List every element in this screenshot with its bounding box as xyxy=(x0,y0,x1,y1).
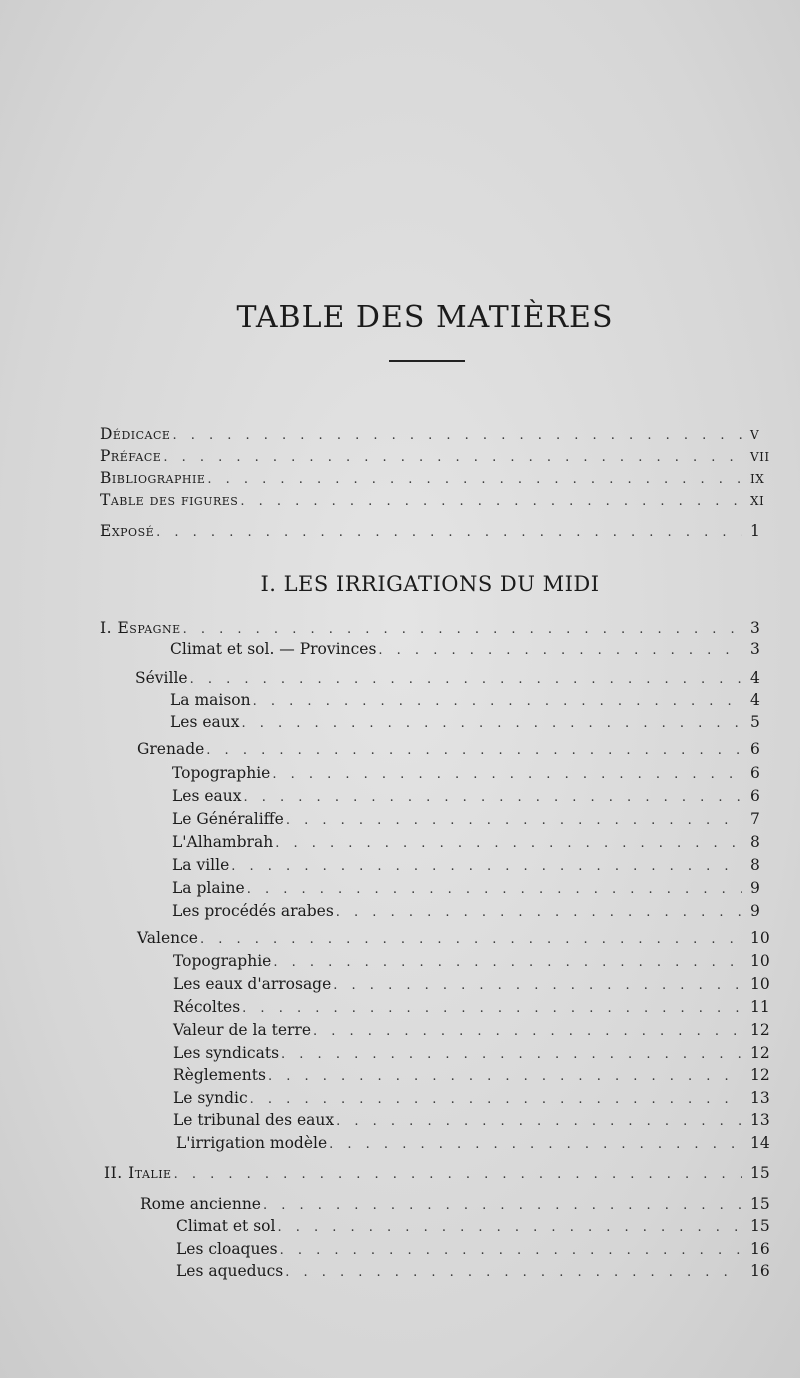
toc-entry-page: 12 xyxy=(750,1066,770,1084)
toc-entry-page: IX xyxy=(750,472,765,486)
dot-leader xyxy=(156,522,742,544)
toc-entry-page: 15 xyxy=(750,1217,770,1235)
dot-leader xyxy=(286,810,742,832)
toc-entry xyxy=(0,1042,800,1064)
toc-entry xyxy=(0,738,800,760)
toc-entry-dedicace xyxy=(0,423,800,445)
toc-entry-label: Bibliographie xyxy=(100,469,206,487)
toc-entry-page: V xyxy=(750,428,760,442)
toc-entry-label: Climat et sol. — Provinces xyxy=(170,640,377,658)
toc-entry-page: 12 xyxy=(750,1021,770,1039)
toc-entry-label: Récoltes xyxy=(173,998,241,1016)
toc-entry xyxy=(0,877,800,899)
toc-entry xyxy=(0,927,800,949)
toc-entry-label: Les procédés arabes xyxy=(172,902,334,920)
toc-entry xyxy=(0,1132,800,1154)
toc-entry-label: Les aqueducs xyxy=(176,1262,284,1280)
toc-entry-page: 8 xyxy=(750,833,760,851)
dot-leader xyxy=(336,902,742,924)
toc-entry-page: 13 xyxy=(750,1111,770,1129)
dot-leader xyxy=(285,1262,742,1284)
toc-entry-page: 9 xyxy=(750,902,760,920)
toc-entry xyxy=(0,785,800,807)
toc-entry-label: L'Alhambrah xyxy=(172,833,274,851)
toc-entry xyxy=(0,808,800,830)
toc-entry-page: 4 xyxy=(750,669,760,687)
title-rule xyxy=(389,360,465,362)
toc-entry xyxy=(0,689,800,711)
toc-entry-label: Les cloaques xyxy=(176,1240,278,1258)
toc-entry-page: 10 xyxy=(750,929,770,947)
toc-entry-label: I. Espagne xyxy=(100,619,181,637)
dot-leader xyxy=(231,856,742,878)
page-title: TABLE DES MATIÈRES xyxy=(236,300,614,336)
toc-entry-label: Exposé xyxy=(100,522,155,540)
toc-entry-page: 16 xyxy=(750,1240,770,1258)
dot-leader xyxy=(268,1066,742,1088)
toc-entry xyxy=(0,1087,800,1109)
toc-entry-page: 15 xyxy=(750,1164,770,1182)
dot-leader xyxy=(281,1044,742,1066)
toc-entry-page: 13 xyxy=(750,1089,770,1107)
dot-leader xyxy=(247,879,742,901)
dot-leader xyxy=(207,469,742,491)
toc-entry-page: 1 xyxy=(750,522,760,540)
dot-leader xyxy=(272,764,742,786)
dot-leader xyxy=(280,1240,742,1262)
toc-entry-table-des-figures xyxy=(0,489,800,511)
toc-entry-preface xyxy=(0,445,800,467)
toc-entry-label: Dédicace xyxy=(100,425,171,443)
toc-entry-page: 16 xyxy=(750,1262,770,1280)
dot-leader xyxy=(163,447,742,469)
dot-leader xyxy=(242,713,743,735)
toc-entry-page: 10 xyxy=(750,952,770,970)
toc-entry-label: Règlements xyxy=(173,1066,266,1084)
dot-leader xyxy=(333,975,742,997)
toc-entry-label: Le tribunal des eaux xyxy=(173,1111,335,1129)
toc-entry-label: Valence xyxy=(137,929,198,947)
toc-entry-label: La maison xyxy=(170,691,251,709)
toc-entry-label: Valeur de la terre xyxy=(173,1021,312,1039)
toc-entry-label: Le Généraliffe xyxy=(172,810,284,828)
toc-entry xyxy=(0,1019,800,1041)
dot-leader xyxy=(253,691,742,713)
toc-entry-label: Séville xyxy=(135,669,188,687)
toc-entry-page: 6 xyxy=(750,764,760,782)
toc-entry xyxy=(0,1260,800,1282)
toc-entry-label: Préface xyxy=(100,447,162,465)
dot-leader xyxy=(244,787,743,809)
dot-leader xyxy=(277,1217,742,1239)
toc-entry xyxy=(0,831,800,853)
toc-entry-page: 15 xyxy=(750,1195,770,1213)
part-title: I. LES IRRIGATIONS DU MIDI xyxy=(260,572,600,596)
toc-entry-label: La plaine xyxy=(172,879,245,897)
toc-entry xyxy=(0,1193,800,1215)
toc-entry-label: II. Italie xyxy=(104,1164,172,1182)
toc-entry-page: 6 xyxy=(750,740,760,758)
toc-entry xyxy=(0,900,800,922)
toc-entry-label: Les eaux xyxy=(170,713,240,731)
toc-entry-page: 6 xyxy=(750,787,760,805)
toc-entry-page: 4 xyxy=(750,691,760,709)
dot-leader xyxy=(250,1089,742,1111)
dot-leader xyxy=(174,1164,742,1186)
toc-entry-page: 8 xyxy=(750,856,760,874)
toc-entry-label: La ville xyxy=(172,856,230,874)
toc-entry xyxy=(0,667,800,689)
dot-leader xyxy=(190,669,742,691)
toc-entry xyxy=(0,996,800,1018)
toc-entry-label: L'irrigation modèle xyxy=(176,1134,328,1152)
toc-entry xyxy=(0,854,800,876)
toc-entry-page: VII xyxy=(750,450,770,464)
dot-leader xyxy=(336,1111,742,1133)
toc-entry xyxy=(0,1109,800,1131)
toc-entry-label: Les eaux xyxy=(172,787,242,805)
dot-leader xyxy=(273,952,742,974)
toc-entry-page: 11 xyxy=(750,998,770,1016)
toc-entry-label: Rome ancienne xyxy=(140,1195,261,1213)
toc-entry-page: 10 xyxy=(750,975,770,993)
toc-entry-page: 12 xyxy=(750,1044,770,1062)
toc-entry-page: 7 xyxy=(750,810,760,828)
toc-entry xyxy=(0,1064,800,1086)
dot-leader xyxy=(378,640,742,662)
toc-entry xyxy=(0,1162,800,1184)
toc-entry-label: Grenade xyxy=(137,740,205,758)
toc-entry xyxy=(0,1238,800,1260)
dot-leader xyxy=(172,425,742,447)
toc-entry-label: Topographie xyxy=(173,952,272,970)
dot-leader xyxy=(200,929,742,951)
toc-entry xyxy=(0,762,800,784)
toc-entry-label: Topographie xyxy=(172,764,271,782)
toc-entry-page: 3 xyxy=(750,640,760,658)
toc-entry-page: 5 xyxy=(750,713,760,731)
toc-entry-page: XI xyxy=(750,494,765,508)
dot-leader xyxy=(242,998,742,1020)
toc-entry-bibliographie xyxy=(0,467,800,489)
dot-leader xyxy=(313,1021,742,1043)
toc-entry xyxy=(0,1215,800,1237)
toc-entry-page: 9 xyxy=(750,879,760,897)
dot-leader xyxy=(263,1195,742,1217)
dot-leader xyxy=(329,1134,742,1156)
toc-entry xyxy=(0,950,800,972)
toc-entry-label: Table des figures xyxy=(100,491,239,509)
dot-leader xyxy=(240,491,742,513)
toc-entry xyxy=(0,638,800,660)
toc-entry xyxy=(0,617,800,639)
toc-entry-label: Le syndic xyxy=(173,1089,248,1107)
toc-entry-label: Climat et sol xyxy=(176,1217,276,1235)
toc-entry-label: Les syndicats xyxy=(173,1044,280,1062)
dot-leader xyxy=(206,740,742,762)
toc-entry xyxy=(0,711,800,733)
toc-entry xyxy=(0,973,800,995)
toc-entry-page: 14 xyxy=(750,1134,770,1152)
dot-leader xyxy=(275,833,742,855)
toc-entry-page: 3 xyxy=(750,619,760,637)
toc-entry-label: Les eaux d'arrosage xyxy=(173,975,332,993)
toc-entry-expose xyxy=(0,520,800,542)
